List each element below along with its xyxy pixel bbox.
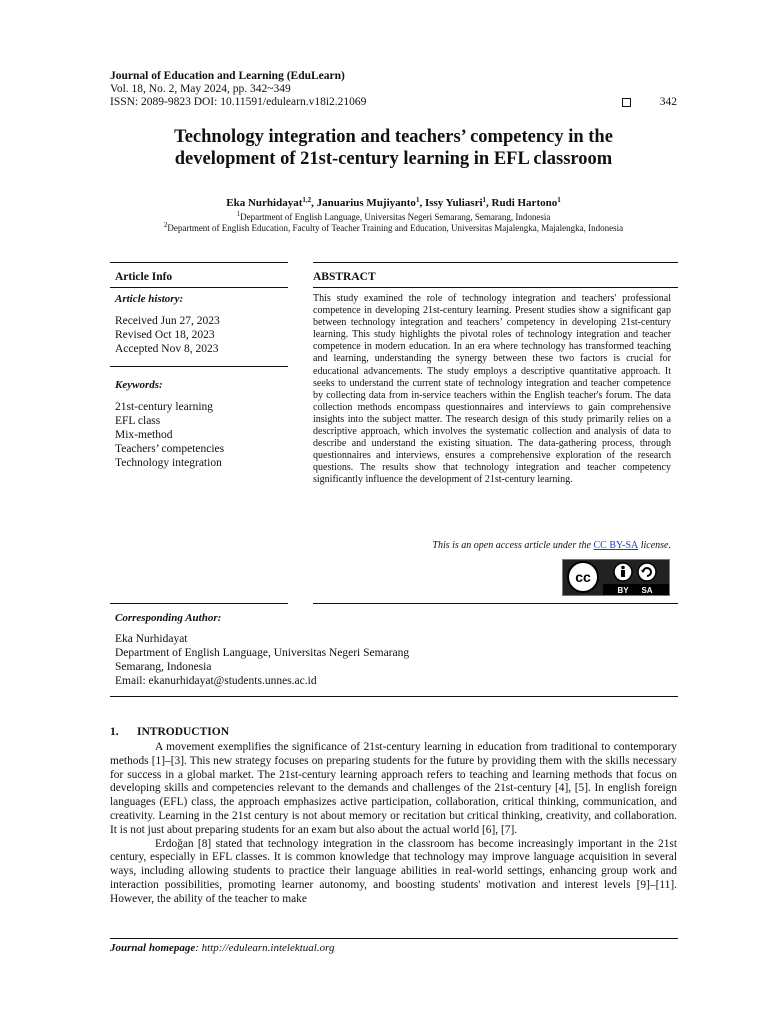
corresponding-author-label: Corresponding Author:: [115, 612, 222, 624]
article-info-heading: Article Info: [115, 271, 173, 283]
section-title: INTRODUCTION: [137, 726, 230, 738]
sa-label: SA: [641, 586, 653, 595]
abstract-top-rule: [313, 262, 678, 263]
introduction-body: [110, 741, 677, 907]
volume-info: Vol. 18, No. 2, May 2024, pp. 342~349: [110, 83, 291, 95]
history-item: Accepted Nov 8, 2023: [115, 343, 219, 355]
issn-doi: ISSN: 2089-9823 DOI: 10.11591/edulearn.v18i2.21069: [110, 96, 367, 108]
square-bullet-icon: [622, 98, 631, 107]
journal-homepage: [110, 942, 334, 954]
footer-url[interactable]: : http://edulearn.intelektual.org: [195, 942, 335, 954]
author-list: [110, 197, 677, 209]
license-link[interactable]: CC BY-SA: [593, 540, 639, 551]
license-statement: [313, 540, 671, 551]
article-info-bottom-rule: [110, 603, 288, 604]
article-info-top-rule: [110, 262, 288, 263]
author-affiliation-marker: 1: [415, 196, 420, 204]
author-affiliation-marker: 1: [482, 196, 487, 204]
license-suffix: license.: [638, 540, 671, 551]
section-heading: [110, 726, 229, 738]
keywords-list: [115, 400, 224, 470]
keyword-item: Technology integration: [115, 457, 222, 469]
affiliation: [110, 223, 677, 234]
keyword-item: EFL class: [115, 415, 161, 427]
abstract-bottom-rule: [313, 603, 678, 604]
cc-badge-graphic: [563, 560, 669, 595]
footer-rule: [110, 938, 678, 939]
abstract-heading: ABSTRACT: [313, 271, 376, 283]
body-paragraph: Erdoğan [8] stated that technology integration in the classroom has become increasingly important in the 21st century, especially in EFL classes. It is common knowledge that technology may improve language acquisition in several ways, including allowing students to practice their language abilities in real-world settings, enhancing group work and interaction possibilities, promoting learner autonomy, and boosting students' motivation and interest levels [9]–[11]. However, the ability of the teacher to make: [110, 837, 677, 905]
article-title: [110, 126, 677, 170]
article-info-sub-rule: [110, 287, 288, 288]
by-label: BY: [617, 586, 629, 595]
corresponding-name: Eka Nurhidayat: [115, 633, 188, 645]
abstract-sub-rule: [313, 287, 678, 288]
author-name: Eka Nurhidayat: [226, 197, 303, 209]
author-separator: ,: [311, 197, 317, 209]
page-number: 342: [659, 96, 677, 108]
license-prefix: This is an open access article under the: [432, 540, 594, 551]
title-line: Technology integration and teachers’ competency in the: [174, 127, 613, 147]
author-separator: ,: [486, 197, 492, 209]
author-name: Rudi Hartono: [491, 197, 558, 209]
corresponding-location: Semarang, Indonesia: [115, 661, 212, 673]
author-separator: ,: [419, 197, 425, 209]
corresponding-author-details: [115, 632, 409, 688]
affiliation-text: Department of English Language, Universitas Negeri Semarang, Semarang, Indonesia: [240, 212, 551, 222]
corresponding-bottom-rule: [110, 696, 678, 697]
affiliation: [110, 212, 677, 223]
cc-logo-text: cc: [575, 569, 591, 585]
keywords-rule: [110, 366, 288, 367]
keywords-label: Keywords:: [115, 379, 163, 391]
article-history-list: [115, 314, 220, 356]
author-affiliation-marker: 1: [557, 196, 561, 204]
keyword-item: Mix-method: [115, 429, 173, 441]
history-item: Revised Oct 18, 2023: [115, 329, 215, 341]
affiliation-marker: 2: [163, 221, 168, 229]
section-number: 1.: [110, 726, 119, 738]
author-affiliation-marker: 1,2: [302, 196, 312, 204]
author-name: Januarius Mujiyanto: [316, 197, 416, 209]
article-history-label: Article history:: [115, 293, 184, 305]
corresponding-email: Email: ekanurhidayat@students.unnes.ac.id: [115, 675, 317, 687]
corresponding-department: Department of English Language, Universitas Negeri Semarang: [115, 647, 410, 659]
cc-by-sa-badge-icon[interactable]: [562, 559, 670, 596]
history-item: Received Jun 27, 2023: [115, 315, 220, 327]
keyword-item: 21st-century learning: [115, 401, 214, 413]
abstract-paragraph: This study examined the role of technology integration and teachers' professional competence in developing 21st-century learning. Present studies show a significant gap between technology integration and teachers’ competency in developing 21st-century learning. This study highlights the pivotal roles of technology integration and teacher competence in modern education. In an era where technology has transformed teaching and learning, understanding the synergy between these two factors is crucial for educational advancements. The study employs a descriptive quantitative approach. It seeks to understand the current state of technology integration and teacher competence by collecting data from in-service teachers within the English teacher's forum. The data collection methods encompass questionnaires and interviews to gain comprehensive insights into the subject matter. The research design of this study primarily relies on a descriptive approach, which involves the systematic collection and analysis of data to describe and understand the existing situation. The data-gathering process, through questionnaires and interviews, ensures a comprehensive exploration of the research questions. The results show that technology integration and teacher competency significantly influence the development of 21st-century learning.: [313, 293, 671, 486]
journal-name: Journal of Education and Learning (EduLearn): [110, 70, 345, 82]
abstract-body: [313, 293, 671, 487]
affiliation-text: Department of English Education, Faculty of Teacher Training and Education, Universitas Majalengka, Majalengka, Indonesia: [167, 223, 624, 233]
author-name: Issy Yuliasri: [424, 197, 483, 209]
footer-label: Journal homepage: [110, 942, 196, 954]
body-paragraph: A movement exemplifies the significance of 21st-century learning in education from traditional to contemporary methods [1]–[3]. This new strategy focuses on preparing students for the future by providing them with the skills necessary for success in a global market. The 21st-century learning approach refers to teaching and learning methods that focus on developing skills and competencies relevant to the demands and challenges of the 21st-century [4], [5]. In english foreign languages (EFL) class, the approach emphasizes active participation, collaboration, critical thinking, communication, and creativity. Learning in the 21st century is not about memory or recitation but critical thinking, creativity, and collaboration. It is not just about preparing students for an exam but also about the actual world [6], [7].: [110, 741, 677, 836]
keyword-item: Teachers’ competencies: [115, 443, 225, 455]
affiliation-marker: 1: [236, 210, 241, 218]
title-line: development of 21st-century learning in EFL classroom: [174, 149, 613, 169]
